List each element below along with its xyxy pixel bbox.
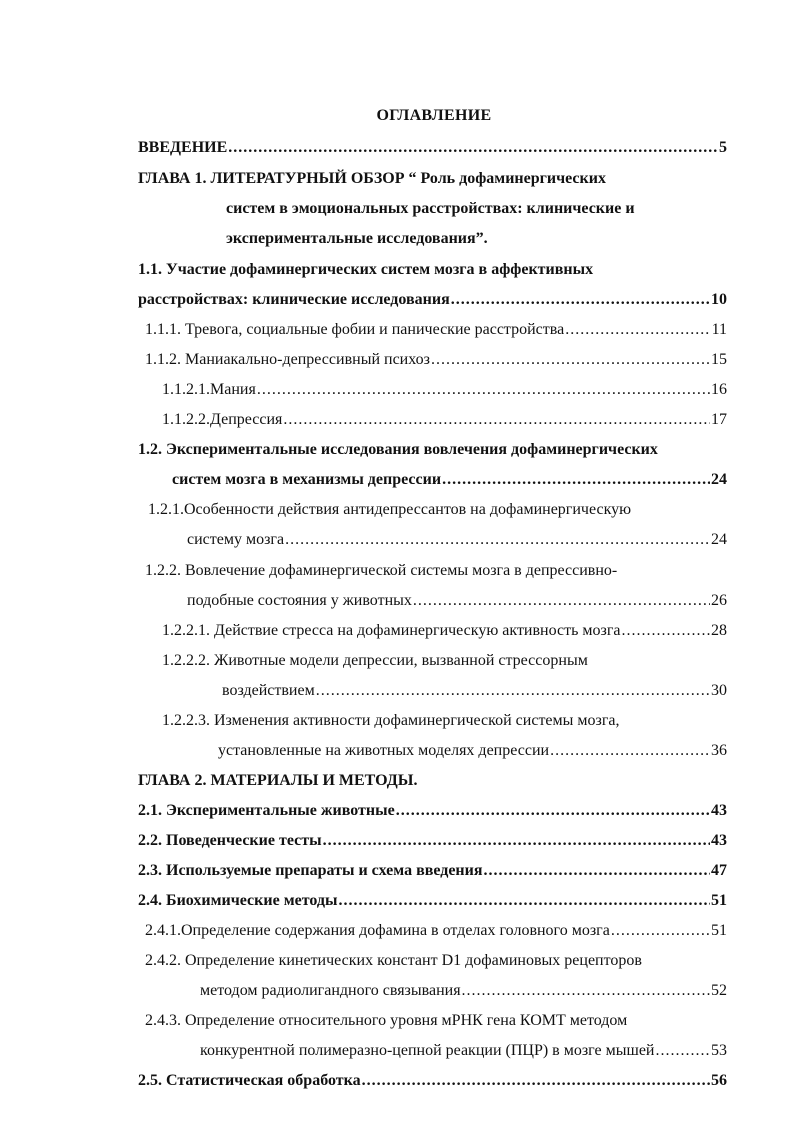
toc-entry-1-2-2-1	[162, 621, 727, 641]
toc-entry-1-2-2-3-cont	[218, 741, 727, 761]
toc-entry-text: подобные состояния у животных	[187, 592, 412, 609]
toc-entry-1-2-2-3: 1.2.2.3. Изменения активности дофаминергической системы мозга,	[162, 712, 620, 729]
toc-leader-dots	[442, 470, 710, 490]
toc-entry-1-1-2-1	[162, 380, 727, 400]
toc-section-2-1	[138, 801, 727, 821]
toc-page-number: 10	[711, 291, 727, 308]
toc-section-2-3	[138, 861, 727, 881]
toc-leader-dots	[413, 591, 710, 611]
toc-page-number: 52	[711, 982, 727, 999]
toc-section-2-5	[138, 1071, 727, 1091]
toc-entry-1-2-1: 1.2.1.Особенности действия антидепрессантов на дофаминергическую	[148, 501, 632, 518]
toc-page-number: 24	[711, 531, 727, 548]
toc-entry-1-1-1	[145, 320, 727, 340]
toc-leader-dots	[565, 320, 710, 340]
toc-page-number: 24	[711, 471, 727, 488]
toc-entry-text: 1.1.1. Тревога, социальные фобии и панические расстройства	[145, 321, 565, 338]
toc-leader-dots	[655, 1041, 710, 1061]
toc-page-number: 51	[711, 922, 727, 939]
toc-entry-1-2-2-2-cont	[222, 681, 727, 701]
toc-leader-dots	[323, 831, 710, 851]
toc-entry-text: 2.3. Используемые препараты и схема введения	[138, 862, 483, 879]
toc-entry-introduction	[138, 138, 727, 158]
toc-entry-text: систем мозга в механизмы депрессии	[172, 471, 442, 488]
toc-leader-dots	[462, 981, 710, 1001]
toc-leader-dots	[285, 530, 710, 550]
toc-section-1-2-cont	[172, 470, 727, 490]
toc-leader-dots	[550, 741, 710, 761]
toc-entry-text: 1.1.2.2.Депрессия	[162, 411, 283, 428]
toc-entry-text: расстройствах: клинические исследования	[138, 291, 450, 308]
toc-entry-1-2-2-2: 1.2.2.2. Животные модели депрессии, вызванной стрессорным	[162, 652, 588, 669]
toc-page-number: 43	[711, 802, 727, 819]
toc-leader-dots	[283, 410, 710, 430]
toc-page-number: 53	[711, 1042, 727, 1059]
toc-page-number: 43	[711, 832, 727, 849]
toc-leader-dots	[622, 621, 710, 641]
toc-entry-text: воздействием	[222, 682, 315, 699]
toc-page-number: 56	[711, 1072, 727, 1089]
toc-page-number: 15	[711, 351, 727, 368]
toc-entry-text: установленные на животных моделях депрессии	[218, 742, 550, 759]
toc-section-2-2	[138, 831, 727, 851]
toc-page-number: 5	[719, 139, 727, 156]
toc-leader-dots	[484, 861, 710, 881]
toc-leader-dots	[228, 138, 718, 158]
toc-entry-text: 1.1.2.1.Мания	[162, 381, 256, 398]
toc-entry-text: 2.4. Биохимические методы	[138, 892, 338, 909]
toc-entry-text: 1.2.2.1. Действие стресса на дофаминергическую активность мозга	[162, 622, 621, 639]
toc-entry-text: 1.1.2. Маниакально-депрессивный психоз	[145, 351, 430, 368]
toc-leader-dots	[611, 921, 710, 941]
toc-section-1-1-cont	[138, 290, 727, 310]
toc-section-1-1: 1.1. Участие дофаминергических систем мозга в аффективных	[138, 261, 594, 278]
toc-leader-dots	[338, 891, 710, 911]
toc-entry-1-1-2-2	[162, 410, 727, 430]
toc-page-number: 30	[711, 682, 727, 699]
toc-chapter-1-heading: ГЛАВА 1. ЛИТЕРАТУРНЫЙ ОБЗОР “ Роль дофаминергических	[138, 170, 606, 187]
toc-page-number: 28	[711, 622, 727, 639]
toc-leader-dots	[257, 380, 710, 400]
toc-page-number: 16	[711, 381, 727, 398]
toc-page-number: 51	[711, 892, 727, 909]
toc-entry-1-2-2-cont	[187, 591, 727, 611]
toc-entry-text: 2.1. Экспериментальные животные	[138, 802, 395, 819]
toc-leader-dots	[316, 681, 710, 701]
toc-entry-1-2-2: 1.2.2. Вовлечение дофаминергической системы мозга в депрессивно-	[145, 562, 618, 579]
toc-entry-1-2-1-cont	[187, 530, 727, 550]
toc-entry-text: систему мозга	[187, 531, 285, 548]
toc-entry-2-4-2: 2.4.2. Определение кинетических констант D1 дофаминовых рецепторов	[145, 952, 642, 969]
toc-page-number: 47	[711, 862, 727, 879]
toc-page-number: 26	[711, 592, 727, 609]
toc-chapter-1-heading-cont: систем в эмоциональных расстройствах: клинические и	[226, 200, 635, 217]
toc-chapter-2-heading: ГЛАВА 2. МАТЕРИАЛЫ И МЕТОДЫ.	[138, 772, 418, 789]
toc-section-1-2: 1.2. Экспериментальные исследования вовлечения дофаминергических	[138, 441, 658, 458]
toc-page-number: 11	[711, 321, 727, 338]
toc-entry-2-4-3-cont	[200, 1041, 727, 1061]
toc-entry-text: ВВЕДЕНИЕ	[138, 139, 228, 156]
toc-entry-text: конкурентной полимеразно-цепной реакции (ПЦР) в мозге мышей	[200, 1042, 655, 1059]
toc-entry-1-1-2	[145, 350, 727, 370]
toc-leader-dots	[431, 350, 710, 370]
toc-leader-dots	[362, 1071, 710, 1091]
toc-entry-text: методом радиолигандного связывания	[200, 982, 461, 999]
page-title: ОГЛАВЛЕНИЕ	[376, 107, 492, 124]
toc-page-number: 17	[711, 411, 727, 428]
toc-entry-text: 2.5. Статистическая обработка	[138, 1072, 361, 1089]
toc-chapter-1-heading-cont: экспериментальные исследования”.	[226, 230, 488, 247]
toc-entry-2-4-3: 2.4.3. Определение относительного уровня мРНК гена КОМТ методом	[145, 1012, 628, 1029]
toc-entry-2-4-2-cont	[200, 981, 727, 1001]
toc-entry-text: 2.4.1.Определение содержания дофамина в отделах головного мозга	[145, 922, 610, 939]
toc-page-number: 36	[711, 742, 727, 759]
toc-entry-2-4-1	[145, 921, 727, 941]
toc-leader-dots	[451, 290, 710, 310]
toc-entry-text: 2.2. Поведенческие тесты	[138, 832, 322, 849]
toc-leader-dots	[396, 801, 710, 821]
toc-section-2-4	[138, 891, 727, 911]
